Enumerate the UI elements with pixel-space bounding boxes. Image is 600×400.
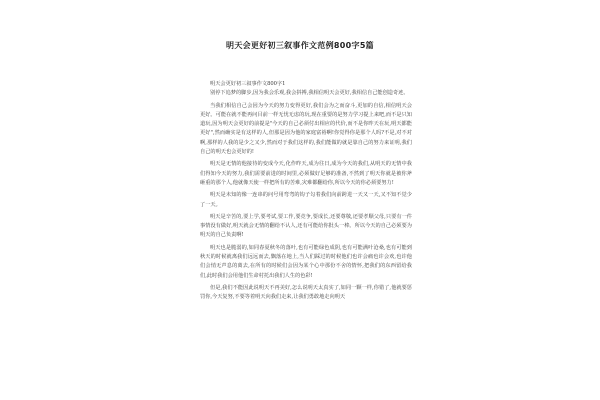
- document-title: 明天会更好初三叙事作文范例800字5篇: [226, 41, 374, 50]
- paragraph: 但是,我们不能因此说明天不再美好,怎么说明天太真实了,如同一颗一样,你错了,他就要惩罚你,今天复努,不要等着明天向我们走来,让我们勇敢地走向明天: [200, 284, 412, 301]
- paragraph: 明天也是脆弱的,如同春夏秋冬的落叶,也有可能绿色成阴,也有可能满叶沧桑,也有可能到秋天的时候就离我们远远而去,飘落在地上,当人们踩过的时候他们也许会痛也许会欢,也许他们会悄无声息的离去,在所有的时候们会因为某个心中那份不舍的情怀,把我们的东西留给我们,此时我们会用他们生命村托出我们人生的色彩!: [200, 244, 412, 279]
- document-body: [200, 80, 412, 306]
- paragraph: 别停下追梦的脚步,因为我会乐观,我会拼搏,我相信明天会更好,我相信自己能创造奇迹。: [210, 90, 409, 97]
- paragraph: 明天是无情的他接待的变成今天,化作昨天,成为往日,成为今天的我们,从明天的无情中我们得知今天的努力,我们需要前进的时间里,必须做好足够的准备,不然到了明天你就是被你斧砸重的那个人,他就像天使一样把所有的苦难,灾难都翻给你,所以今天的你必须要努力!: [200, 161, 412, 186]
- paragraph: 当我们相信自己会因为今天的努力变得更好,我们会为之而奋斗,更加的自信,相信明天会更好。可能在就不能再问目前一样无忧无虑的玩,现在重要的是努力学习提上来吧,而不是只知道玩,因为明天会更好的前提是"今天的自己必须付出相应的代价,而不是你昨天在玩,明天都能更好",然而确实是有这样的人,但那是因为他的家庭富裕啊!你觉得你是那个人吗?不是,对不对啊,那样的人我的是少之又少,然而对于我们这样的,我们能做的就是靠自己的努力来证明,我们自己的明天也会更好的!: [200, 102, 412, 156]
- paragraph: 明天是未知的像一连串的问号用弯弯的钩子勾着我们向前跨进一天又一天,又不知不觉少了一天。: [200, 192, 412, 208]
- paragraph: 明天是辛苦的,要上学,要考试,要工作,要竞争,要成长,还要尊敬,还要孝顺父母,只要有一件事情没有做好,明天就会无情的翻给不认人,还有可能给你批头一棒。所以今天的自己必须要为明天的自己负责啊!: [200, 213, 412, 239]
- essay-heading: 明天会更好初三叙事作文800字1: [210, 81, 286, 87]
